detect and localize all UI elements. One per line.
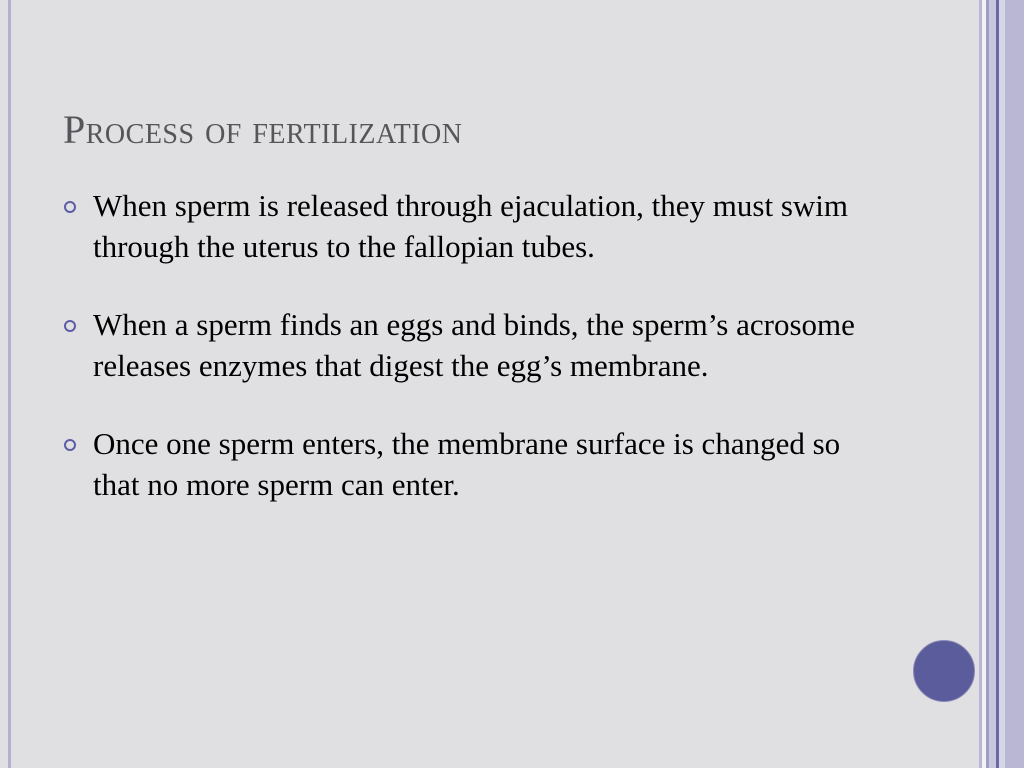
- right-border-stripe: [1005, 0, 1024, 768]
- left-decorative-rule: [8, 0, 11, 768]
- bullet-text: Once one sperm enters, the membrane surface is changed so that no more sperm can enter.: [93, 426, 841, 502]
- bullet-item: [62, 186, 882, 267]
- slide-title: Process of fertilization: [63, 107, 463, 152]
- ring-bullet-icon: [64, 320, 76, 332]
- ring-bullet-icon: [64, 201, 76, 213]
- bullet-text: When sperm is released through ejaculation, they must swim through the uterus to the fallopian tubes.: [93, 188, 849, 264]
- bullet-list: [62, 186, 882, 543]
- bullet-item: [62, 424, 882, 505]
- bullet-item: [62, 305, 882, 386]
- right-border-stripe: [989, 0, 996, 768]
- decorative-circle-icon: [913, 640, 975, 702]
- bullet-text: When a sperm finds an eggs and binds, the sperm’s acrosome releases enzymes that digest the egg’s membrane.: [93, 307, 855, 383]
- ring-bullet-icon: [64, 439, 76, 451]
